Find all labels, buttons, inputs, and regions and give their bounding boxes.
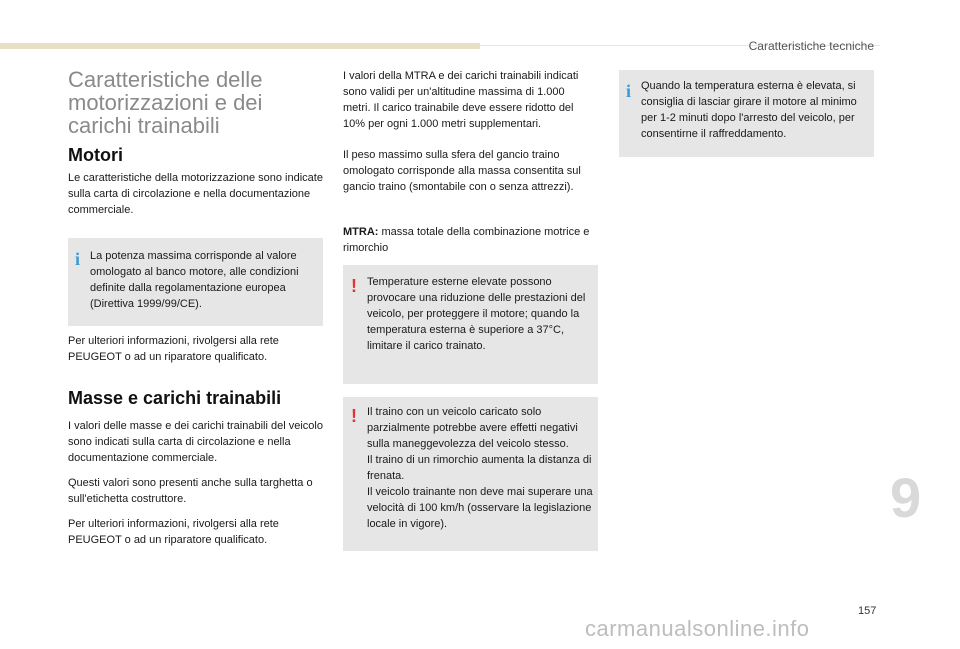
warning-box-temperature [343,265,598,384]
info-box-raffreddamento [619,70,874,157]
warning-box-traino-text [367,404,595,532]
masse-paragraph-3: Per ulteriori informazioni, rivolgersi alla rete PEUGEOT o ad un riparatore qualificato. [68,518,279,546]
mtra-definition-text: massa totale della combinazione motrice e rimorchio [343,226,590,254]
section-header: Caratteristiche tecniche [748,39,874,53]
info-icon: i [626,81,632,101]
mtra-definition [343,224,595,256]
mtra-label: MTRA: [343,226,379,238]
watermark: carmanualsonline.info [585,616,810,641]
warning-icon: ! [351,276,357,296]
warning-box-traino [343,397,598,551]
header-accent-bar [0,43,480,49]
mtra-paragraph-2: Il peso massimo sulla sfera del gancio traino omologato corrisponde alla massa consentita sul gancio traino (smontabile con o senza attrezzi). [343,149,581,193]
info-box-potenza [68,238,323,326]
motori-paragraph-2: Per ulteriori informazioni, rivolgersi alla rete PEUGEOT o ad un riparatore qualificato. [68,335,279,363]
warning-traino-line-2: Il traino di un rimorchio aumenta la distanza di frenata. [367,454,592,482]
masse-paragraph-1: I valori delle masse e dei carichi trainabili del veicolo sono indicati sulla carta di circolazione e nella documentazione commerciale. [68,420,323,464]
motori-paragraph-1: Le caratteristiche della motorizzazione sono indicate sulla carta di circolazione e nella documentazione commerciale. [68,172,323,216]
page-title: Caratteristiche delle motorizzazioni e dei carichi trainabili [68,67,263,138]
warning-icon: ! [351,406,357,426]
warning-traino-line-3: Il veicolo trainante non deve mai superare una velocità di 100 km/h (osservare la legislazione locale in vigore). [367,486,593,530]
page-number: 157 [858,605,877,617]
info-icon: i [75,249,81,269]
heading-masse: Masse e carichi trainabili [68,388,282,408]
chapter-number: 9 [890,466,922,529]
masse-paragraph-2: Questi valori sono presenti anche sulla targhetta o sull'etichetta costruttore. [68,477,313,505]
heading-motori: Motori [68,145,123,165]
mtra-paragraph-1: I valori della MTRA e dei carichi trainabili indicati sono validi per un'altitudine massima di 1.000 metri. Il carico trainabile deve essere ridotto del 10% per ogni 1.000 metri supplementari. [343,70,579,130]
info-box-raffreddamento-text: Quando la temperatura esterna è elevata, si consiglia di lasciar girare il motore al minimo per 1-2 minuti dopo l'arresto del veicolo, per consentirne il raffreddamento. [641,80,857,140]
warning-traino-line-1: Il traino con un veicolo caricato solo parzialmente potrebbe avere effetti negativi sulla maneggevolezza del veicolo stesso. [367,406,578,450]
info-box-text: La potenza massima corrisponde al valore omologato al banco motore, alle condizioni definite dalla regolamentazione europea (Direttiva 1999/99/CE). [90,250,299,310]
warning-box-text: Temperature esterne elevate possono provocare una riduzione delle prestazioni del veicolo, per proteggere il motore; quando la temperatura esterna è superiore a 37°C, limitare il carico trainato. [367,276,586,352]
